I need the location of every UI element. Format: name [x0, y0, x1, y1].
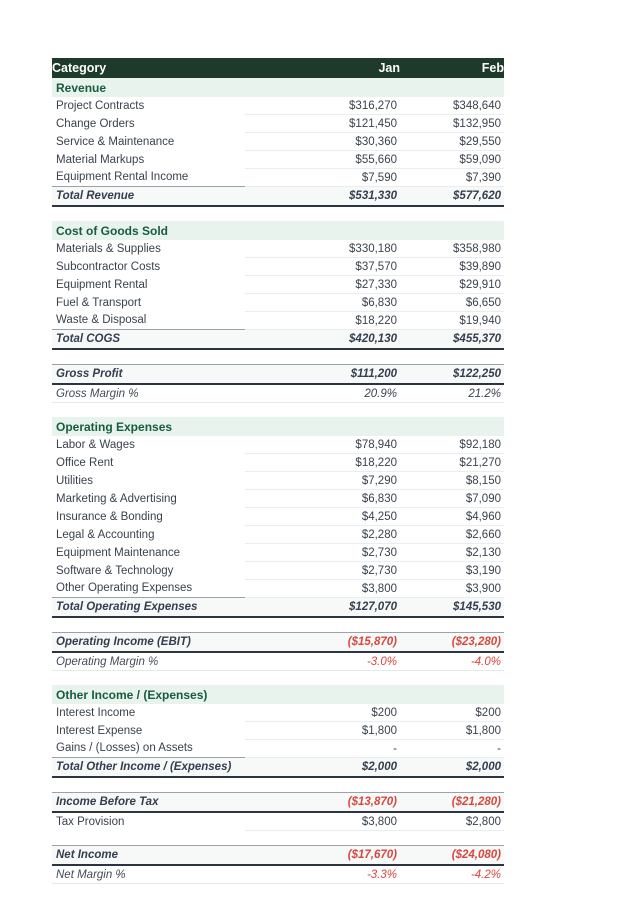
- feb-value-cell[interactable]: $132,950: [400, 115, 504, 133]
- row-label-cell[interactable]: Total Revenue: [52, 187, 245, 207]
- feb-value-cell[interactable]: $455,370: [400, 330, 504, 350]
- section-header-row: [52, 78, 504, 97]
- total-row: [52, 846, 504, 866]
- feb-value-cell[interactable]: $122,250: [400, 365, 504, 385]
- jan-value-cell[interactable]: $531,330: [245, 187, 400, 207]
- feb-value-cell[interactable]: $7,090: [400, 490, 504, 508]
- item-row: [52, 526, 504, 544]
- margin-row: [52, 384, 504, 403]
- row-label-cell[interactable]: Operating Margin %: [52, 652, 245, 671]
- jan-value-cell[interactable]: 20.9%: [245, 384, 400, 403]
- section-title-cell[interactable]: Operating Expenses: [52, 417, 504, 436]
- margin-row: [52, 865, 504, 884]
- jan-value-cell[interactable]: $18,220: [245, 312, 400, 330]
- row-label-cell[interactable]: Gross Profit: [52, 365, 245, 385]
- row-label-cell[interactable]: Total Other Income / (Expenses): [52, 758, 245, 778]
- jan-value-cell[interactable]: $3,800: [245, 580, 400, 598]
- row-label-cell[interactable]: Net Income: [52, 846, 245, 866]
- feb-value-cell[interactable]: $6,650: [400, 294, 504, 312]
- row-label-cell[interactable]: Other Operating Expenses: [56, 582, 193, 595]
- feb-value-cell[interactable]: ($21,280): [400, 793, 504, 813]
- column-header-feb[interactable]: Feb: [400, 58, 504, 78]
- feb-value-cell[interactable]: $2,660: [400, 526, 504, 544]
- row-label-cell[interactable]: Equipment Maintenance: [56, 546, 181, 559]
- row-label-cell[interactable]: Income Before Tax: [52, 793, 245, 813]
- statement-table-body: [52, 78, 504, 884]
- jan-value-cell[interactable]: -3.0%: [245, 652, 400, 671]
- row-label-cell[interactable]: Interest Expense: [56, 724, 143, 737]
- feb-value-cell[interactable]: 21.2%: [400, 384, 504, 403]
- jan-value-cell[interactable]: $4,250: [245, 508, 400, 526]
- feb-value-cell[interactable]: $2,130: [400, 544, 504, 562]
- feb-value-cell[interactable]: -4.0%: [400, 652, 504, 671]
- item-row: [52, 722, 504, 740]
- row-label-cell[interactable]: Tax Provision: [56, 815, 125, 828]
- row-label-cell[interactable]: Net Margin %: [52, 865, 245, 884]
- jan-value-cell[interactable]: ($13,870): [245, 793, 400, 813]
- jan-value-cell[interactable]: $2,730: [245, 562, 400, 580]
- spacer-row: [52, 777, 504, 793]
- section-title-cell[interactable]: Cost of Goods Sold: [52, 221, 504, 240]
- jan-value-cell[interactable]: $6,830: [245, 294, 400, 312]
- table-header-row: [52, 58, 504, 78]
- item-row: [52, 133, 504, 151]
- margin-row: [52, 652, 504, 671]
- jan-value-cell[interactable]: $420,130: [245, 330, 400, 350]
- feb-value-cell[interactable]: $92,180: [400, 436, 504, 454]
- total-row: [52, 598, 504, 618]
- row-label-cell[interactable]: Waste & Disposal: [56, 314, 147, 327]
- feb-value-cell[interactable]: $1,800: [400, 722, 504, 740]
- jan-value-cell[interactable]: -: [245, 740, 400, 758]
- spacer-cell: [52, 617, 504, 633]
- row-label-cell[interactable]: Gains / (Losses) on Assets: [56, 742, 193, 755]
- jan-value-cell[interactable]: $200: [245, 704, 400, 722]
- row-label-cell[interactable]: Material Markups: [56, 153, 145, 166]
- jan-value-cell[interactable]: $3,800: [245, 812, 400, 831]
- income-statement-table: [52, 58, 504, 884]
- feb-value-cell[interactable]: $39,890: [400, 258, 504, 276]
- total-row: [52, 187, 504, 207]
- item-row: [52, 740, 504, 758]
- jan-value-cell[interactable]: $37,570: [245, 258, 400, 276]
- row-label-cell[interactable]: Gross Margin %: [52, 384, 245, 403]
- section-header-row: [52, 417, 504, 436]
- row-label-cell[interactable]: Change Orders: [56, 117, 135, 130]
- total-row: [52, 365, 504, 385]
- feb-value-cell[interactable]: $21,270: [400, 454, 504, 472]
- total-row: [52, 758, 504, 778]
- spacer-row: [52, 206, 504, 221]
- row-label-cell[interactable]: Marketing & Advertising: [56, 492, 177, 505]
- row-label-cell[interactable]: Service & Maintenance: [56, 135, 175, 148]
- item-row: [52, 258, 504, 276]
- column-header-jan[interactable]: Jan: [245, 58, 400, 78]
- item-row: [52, 240, 504, 258]
- feb-value-cell[interactable]: $200: [400, 704, 504, 722]
- feb-value-cell[interactable]: $4,960: [400, 508, 504, 526]
- jan-value-cell[interactable]: $316,270: [245, 97, 400, 115]
- row-label-cell[interactable]: Software & Technology: [56, 564, 174, 577]
- item-row: [52, 169, 504, 187]
- feb-value-cell[interactable]: $2,800: [400, 812, 504, 831]
- feb-value-cell[interactable]: $29,550: [400, 133, 504, 151]
- row-label-cell[interactable]: Insurance & Bonding: [56, 510, 163, 523]
- jan-value-cell[interactable]: -3.3%: [245, 865, 400, 884]
- jan-value-cell[interactable]: $6,830: [245, 490, 400, 508]
- section-header-row: [52, 221, 504, 240]
- spacer-row: [52, 403, 504, 418]
- item-row: [52, 580, 504, 598]
- row-label-cell[interactable]: Interest Income: [56, 706, 136, 719]
- jan-value-cell[interactable]: ($15,870): [245, 633, 400, 653]
- feb-value-cell[interactable]: $348,640: [400, 97, 504, 115]
- feb-value-cell[interactable]: $3,190: [400, 562, 504, 580]
- row-label-cell[interactable]: Office Rent: [56, 456, 114, 469]
- spacer-row: [52, 671, 504, 686]
- jan-value-cell[interactable]: $1,800: [245, 722, 400, 740]
- total-row: [52, 330, 504, 350]
- item-row: [52, 472, 504, 490]
- feb-value-cell[interactable]: $7,390: [400, 169, 504, 187]
- section-header-row: [52, 685, 504, 704]
- item-row: [52, 436, 504, 454]
- spacer-cell: [52, 206, 504, 221]
- row-label-cell[interactable]: Equipment Rental: [56, 278, 148, 291]
- row-label-cell[interactable]: Total Operating Expenses: [52, 598, 245, 618]
- item-row: [52, 544, 504, 562]
- spacer-row: [52, 349, 504, 365]
- row-label-cell[interactable]: Project Contracts: [56, 99, 145, 112]
- item-row: [52, 454, 504, 472]
- feb-value-cell[interactable]: $29,910: [400, 276, 504, 294]
- row-label-cell[interactable]: Utilities: [56, 474, 94, 487]
- jan-value-cell[interactable]: $121,450: [245, 115, 400, 133]
- spacer-cell: [52, 349, 504, 365]
- row-label-cell[interactable]: Materials & Supplies: [56, 242, 161, 255]
- jan-value-cell[interactable]: $18,220: [245, 454, 400, 472]
- spacer-cell: [52, 777, 504, 793]
- jan-value-cell[interactable]: $78,940: [245, 436, 400, 454]
- item-row: [52, 151, 504, 169]
- jan-value-cell[interactable]: $2,000: [245, 758, 400, 778]
- total-row: [52, 633, 504, 653]
- spacer-row: [52, 831, 504, 846]
- item-row: [52, 490, 504, 508]
- item-row: [52, 115, 504, 133]
- jan-value-cell[interactable]: $27,330: [245, 276, 400, 294]
- column-header-category[interactable]: Category: [52, 58, 245, 78]
- item-row: [52, 508, 504, 526]
- jan-value-cell[interactable]: $2,730: [245, 544, 400, 562]
- item-row: [52, 294, 504, 312]
- spacer-cell: [52, 403, 504, 418]
- section-title-cell[interactable]: Other Income / (Expenses): [52, 685, 504, 704]
- row-label-cell[interactable]: Fuel & Transport: [56, 296, 142, 309]
- jan-value-cell[interactable]: $2,280: [245, 526, 400, 544]
- feb-value-cell[interactable]: $59,090: [400, 151, 504, 169]
- jan-value-cell[interactable]: $7,290: [245, 472, 400, 490]
- item-row: [52, 312, 504, 330]
- jan-value-cell[interactable]: $127,070: [245, 598, 400, 618]
- feb-value-cell[interactable]: $145,530: [400, 598, 504, 618]
- item-row: [52, 97, 504, 115]
- row-label-cell[interactable]: Equipment Rental Income: [56, 171, 189, 184]
- row-label-cell[interactable]: Total COGS: [52, 330, 245, 350]
- jan-value-cell[interactable]: $330,180: [245, 240, 400, 258]
- row-label-cell[interactable]: Operating Income (EBIT): [52, 633, 245, 653]
- item-row: [52, 704, 504, 722]
- item-row: [52, 812, 504, 831]
- feb-value-cell[interactable]: ($24,080): [400, 846, 504, 866]
- jan-value-cell[interactable]: $111,200: [245, 365, 400, 385]
- spacer-cell: [52, 831, 504, 846]
- jan-value-cell[interactable]: $55,660: [245, 151, 400, 169]
- row-label-cell[interactable]: Labor & Wages: [56, 438, 135, 451]
- feb-value-cell[interactable]: ($23,280): [400, 633, 504, 653]
- spacer-row: [52, 617, 504, 633]
- section-title-cell[interactable]: Revenue: [52, 78, 504, 97]
- feb-value-cell[interactable]: $19,940: [400, 312, 504, 330]
- row-label-cell[interactable]: Legal & Accounting: [56, 528, 155, 541]
- feb-value-cell[interactable]: -4.2%: [400, 865, 504, 884]
- jan-value-cell[interactable]: $7,590: [245, 169, 400, 187]
- item-row: [52, 562, 504, 580]
- feb-value-cell[interactable]: $3,900: [400, 580, 504, 598]
- jan-value-cell[interactable]: $30,360: [245, 133, 400, 151]
- row-label-cell[interactable]: Subcontractor Costs: [56, 260, 161, 273]
- feb-value-cell[interactable]: $8,150: [400, 472, 504, 490]
- jan-value-cell[interactable]: ($17,670): [245, 846, 400, 866]
- feb-value-cell[interactable]: -: [400, 740, 504, 758]
- feb-value-cell[interactable]: $358,980: [400, 240, 504, 258]
- spacer-cell: [52, 671, 504, 686]
- feb-value-cell[interactable]: $2,000: [400, 758, 504, 778]
- total-row: [52, 793, 504, 813]
- item-row: [52, 276, 504, 294]
- feb-value-cell[interactable]: $577,620: [400, 187, 504, 207]
